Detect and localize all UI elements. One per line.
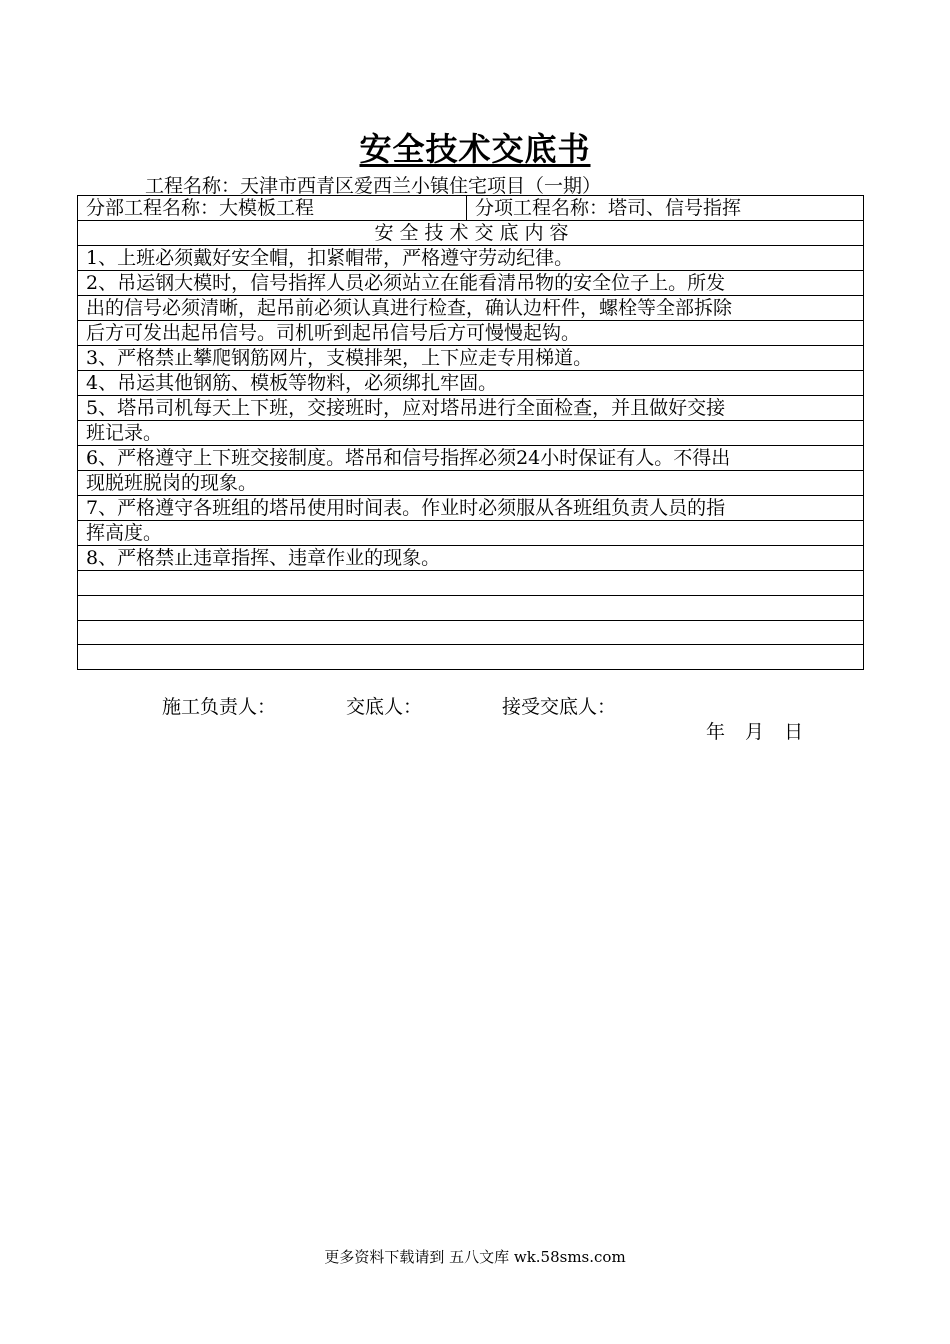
table-row: [78, 396, 864, 421]
table-row: [78, 546, 864, 571]
content-line: 8、严格禁止违章指挥、违章作业的现象。: [78, 546, 864, 571]
content-line: [78, 571, 864, 596]
table-row: [78, 371, 864, 396]
footer-note: 更多资料下载请到 五八文库 wk.58sms.com: [324, 1248, 626, 1266]
section-header: 安全技术交底内容: [78, 221, 864, 246]
content-line: 4、吊运其他钢筋、模板等物料，必须绑扎牢固。: [78, 371, 864, 396]
table-row: [78, 645, 864, 670]
table-row: [78, 521, 864, 546]
table-row: [78, 446, 864, 471]
sub-project-cell: 分部工程名称：大模板工程: [78, 196, 467, 221]
receiver-label: 接受交底人：: [502, 696, 617, 718]
content-line: 现脱班脱岗的现象。: [78, 471, 864, 496]
table-row: [78, 496, 864, 521]
table-row: [78, 471, 864, 496]
content-line: 后方可发出起吊信号。司机听到起吊信号后方可慢慢起钩。: [78, 321, 864, 346]
content-line: 1、上班必须戴好安全帽，扣紧帽带，严格遵守劳动纪律。: [78, 246, 864, 271]
table-row: [78, 246, 864, 271]
table-row: [78, 321, 864, 346]
content-line: [78, 595, 864, 620]
table-row: [78, 571, 864, 596]
table-row: [78, 421, 864, 446]
table-row: [78, 271, 864, 296]
item-project-cell: 分项工程名称：塔司、信号指挥: [467, 196, 864, 221]
construction-lead-label: 施工负责人：: [162, 696, 277, 718]
date-field: 年 月 日: [706, 721, 804, 743]
discloser-label: 交底人：: [346, 696, 423, 718]
content-line: 7、严格遵守各班组的塔吊使用时间表。作业时必须服从各班组负责人员的指: [78, 496, 864, 521]
table-row: [78, 221, 864, 246]
content-line: 5、塔吊司机每天上下班，交接班时，应对塔吊进行全面检查，并且做好交接: [78, 396, 864, 421]
content-line: 3、严格禁止攀爬钢筋网片，支模排架，上下应走专用梯道。: [78, 346, 864, 371]
table-row: [78, 296, 864, 321]
content-lines: [78, 246, 864, 670]
table-row: [78, 620, 864, 645]
content-line: 班记录。: [78, 421, 864, 446]
content-line: 出的信号必须清晰，起吊前必须认真进行检查，确认边杆件，螺栓等全部拆除: [78, 296, 864, 321]
content-line: 2、吊运钢大模时，信号指挥人员必须站立在能看清吊物的安全位子上。所发: [78, 271, 864, 296]
content-line: [78, 645, 864, 670]
table-row: [78, 196, 864, 221]
table-row: [78, 595, 864, 620]
content-line: [78, 620, 864, 645]
disclosure-table: [77, 195, 864, 670]
document-title-text: 安全技术交底书: [359, 130, 591, 168]
project-name: 工程名称：天津市西青区爱西兰小镇住宅项目（一期）: [145, 175, 602, 197]
content-line: 挥高度。: [78, 521, 864, 546]
document-title: [0, 124, 950, 170]
table-row: [78, 346, 864, 371]
content-line: 6、严格遵守上下班交接制度。塔吊和信号指挥必须24小时保证有人。不得出: [78, 446, 864, 471]
